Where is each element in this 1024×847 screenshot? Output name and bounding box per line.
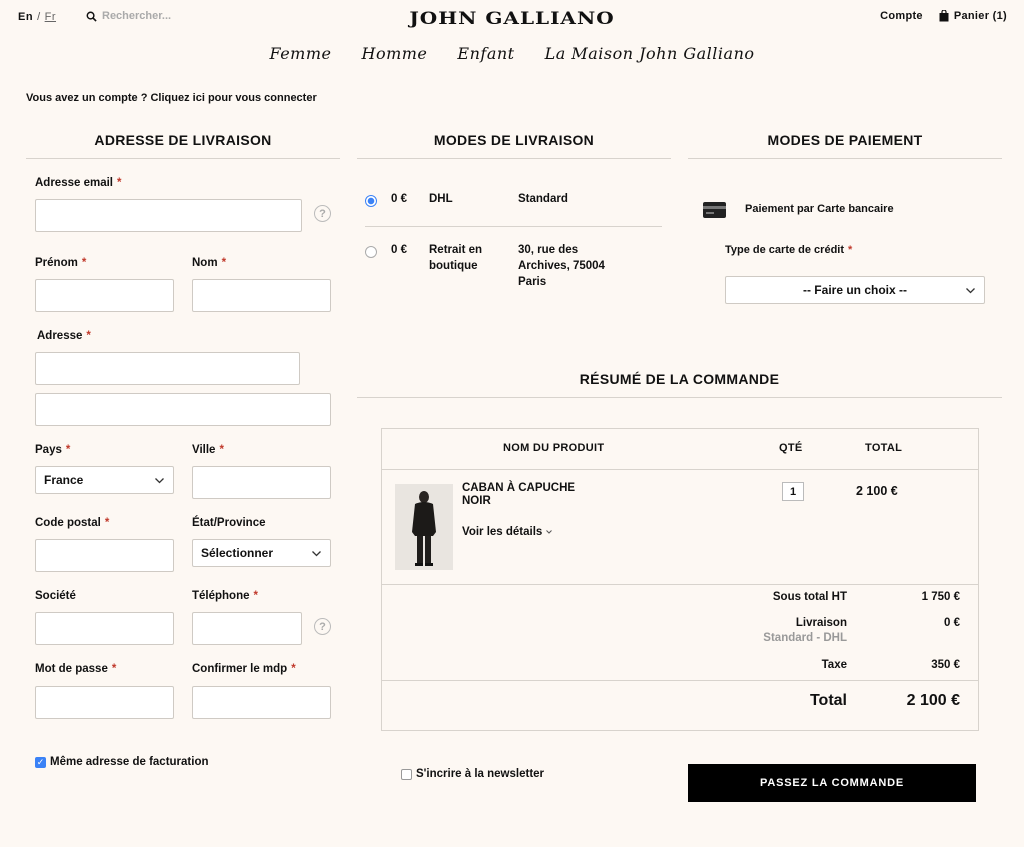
newsletter-label: S'incrire à la newsletter [416,768,545,780]
city-field[interactable] [192,466,331,499]
firstname-field[interactable] [35,279,174,312]
subtotal-value: 1 750 € [921,591,960,603]
divider [357,397,1002,398]
shopping-bag-icon [939,10,949,22]
country-label: Pays * [35,444,71,456]
payment-methods-title: MODES DE PAIEMENT [767,132,923,148]
quantity-field[interactable]: 1 [782,482,804,501]
phone-field[interactable] [192,612,302,645]
state-select[interactable] [192,539,331,567]
email-label: Adresse email * [35,177,122,189]
shipping-label: Livraison [795,617,847,629]
same-billing-option[interactable] [35,756,209,768]
password-label: Mot de passe * [35,663,117,675]
col-qty: QTÉ [779,442,803,454]
password-field[interactable] [35,686,174,719]
col-product: NOM DU PRODUIT [503,442,605,454]
delivery-carrier: DHL [429,193,453,205]
lang-separator: / [37,11,41,23]
confirm-password-label: Confirmer le mdp * [192,663,296,675]
address-line1-field[interactable] [35,352,300,385]
lang-en-link[interactable]: En [18,11,34,23]
divider [382,680,978,681]
delivery-desc: Standard [518,193,568,205]
nav-item-enfant[interactable]: Enfant [457,44,515,63]
help-icon[interactable]: ? [314,618,331,635]
divider [26,158,340,159]
account-link[interactable]: Compte [880,10,923,22]
zip-field[interactable] [35,539,174,572]
subtotal-label: Sous total HT [772,591,847,603]
col-total: TOTAL [865,442,903,454]
view-details-link[interactable]: Voir les détails [462,526,553,538]
delivery-radio-pickup[interactable] [365,246,377,258]
company-field[interactable] [35,612,174,645]
card-type-label: Type de carte de crédit * [725,244,853,256]
address-line2-field[interactable] [35,393,331,426]
state-value: Sélectionner [201,546,274,560]
delivery-carrier: Retrait en boutique [429,244,483,272]
lastname-label: Nom * [192,257,227,269]
company-label: Société [35,590,76,602]
chevron-down-icon [545,528,553,536]
credit-card-icon [703,202,726,218]
newsletter-option[interactable] [401,768,544,780]
nav-item-femme[interactable]: Femme [269,44,332,63]
state-label: État/Province [192,517,266,529]
delivery-radio-dhl[interactable] [365,195,377,207]
delivery-methods-title: MODES DE LIVRAISON [433,132,595,148]
nav-item-la-maison[interactable]: La Maison John Galliano [544,44,755,63]
tax-value: 350 € [931,659,960,671]
brand-logo[interactable]: JOHN GALLIANO [409,7,615,29]
chevron-down-icon [311,548,322,559]
phone-label: Téléphone * [192,590,258,602]
card-type-value: -- Faire un choix -- [802,283,907,297]
country-value: France [44,473,84,487]
lang-fr-link[interactable]: Fr [44,11,57,23]
order-summary-title: RÉSUMÉ DE LA COMMANDE [579,371,780,387]
shipping-method: Standard - DHL [763,632,847,644]
country-select[interactable] [35,466,174,494]
place-order-button[interactable]: PASSEZ LA COMMANDE [688,764,976,802]
payment-method-label[interactable]: Paiement par Carte bancaire [745,203,894,215]
address-label: Adresse * [37,330,91,342]
card-type-select[interactable] [725,276,985,304]
divider [357,158,671,159]
product-name[interactable]: CABAN À CAPUCHE NOIR [462,482,576,507]
firstname-label: Prénom * [35,257,87,269]
product-image[interactable] [395,484,453,570]
total-label: Total [809,692,847,709]
confirm-password-field[interactable] [192,686,331,719]
help-icon[interactable]: ? [314,205,331,222]
lastname-field[interactable] [192,279,331,312]
divider [382,584,978,585]
divider [382,469,978,470]
divider [688,158,1002,159]
login-link[interactable]: Vous avez un compte ? Cliquez ici pour vous connecter [26,92,317,104]
header-actions [880,10,1007,22]
cart-link[interactable] [939,10,1007,22]
email-field[interactable] [35,199,302,232]
newsletter-checkbox[interactable] [401,769,412,780]
delivery-price: 0 € [391,193,407,205]
same-billing-label: Même adresse de facturation [50,756,209,768]
delivery-price: 0 € [391,244,407,256]
city-label: Ville * [192,444,224,456]
cart-label: Panier (1) [953,10,1007,22]
divider [365,226,662,227]
zip-label: Code postal * [35,517,110,529]
search-placeholder: Rechercher... [102,10,172,22]
item-total: 2 100 € [856,484,898,498]
same-billing-checkbox[interactable]: ✓ [36,756,45,767]
chevron-down-icon [965,285,976,296]
nav-item-homme[interactable]: Homme [361,44,428,63]
delivery-desc: 30, rue des Archives, 75004 Paris [518,244,605,288]
total-value: 2 100 € [906,692,960,709]
order-summary-table [381,428,979,731]
tax-label: Taxe [821,659,847,671]
main-nav [0,44,1024,63]
shipping-value: 0 € [944,617,960,629]
shipping-address-title: ADRESSE DE LIVRAISON [94,132,272,148]
chevron-down-icon [154,475,165,486]
